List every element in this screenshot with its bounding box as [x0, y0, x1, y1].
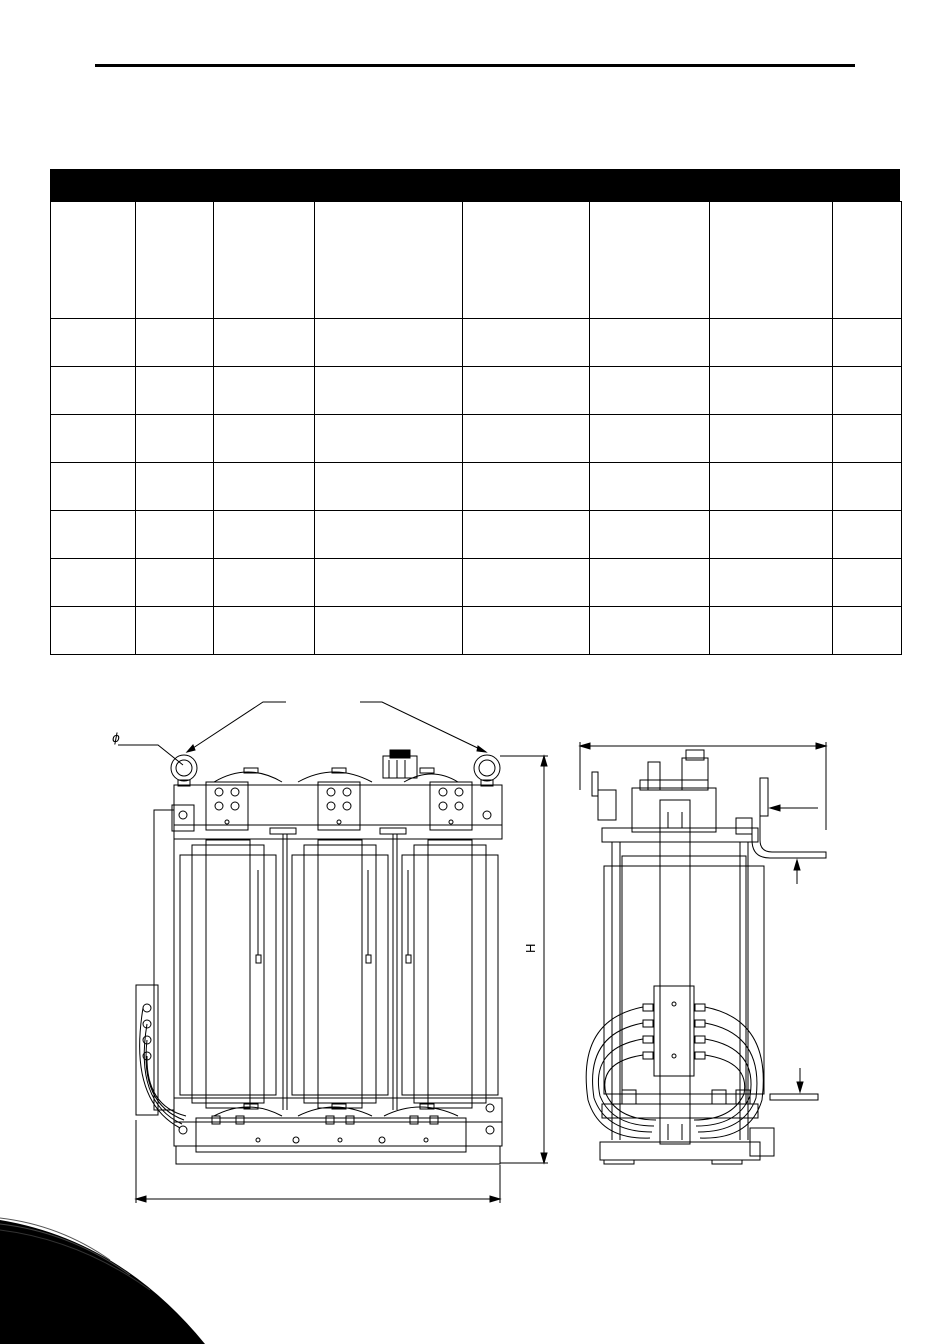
top-rule [95, 64, 855, 67]
table-cell [315, 367, 463, 415]
table-cell [710, 511, 833, 559]
table-row [51, 319, 902, 367]
table-cell [214, 463, 315, 511]
table-cell [214, 202, 315, 319]
table-row [51, 511, 902, 559]
table-cell [214, 511, 315, 559]
table-cell [590, 367, 710, 415]
table-cell [136, 463, 214, 511]
table-cell [710, 415, 833, 463]
table-header-row [51, 202, 902, 319]
table-cell [590, 511, 710, 559]
table-cell [710, 559, 833, 607]
table-cell [214, 415, 315, 463]
specification-table [50, 201, 902, 655]
table-cell [315, 511, 463, 559]
table-cell [463, 319, 590, 367]
table-cell [136, 607, 214, 655]
table-cell [590, 607, 710, 655]
table-cell [214, 319, 315, 367]
table-cell [833, 559, 902, 607]
table-cell [315, 415, 463, 463]
table-cell [51, 319, 136, 367]
side-view [580, 742, 826, 1164]
table-cell [136, 202, 214, 319]
table-cell [51, 559, 136, 607]
table-cell [590, 202, 710, 319]
table-row [51, 607, 902, 655]
table-cell [833, 415, 902, 463]
table-cell [463, 463, 590, 511]
table-cell [136, 415, 214, 463]
table-cell [214, 607, 315, 655]
table-cell [833, 511, 902, 559]
table-row [51, 415, 902, 463]
table-cell [315, 559, 463, 607]
table-cell [315, 319, 463, 367]
footer-swoosh-graphic [0, 1200, 220, 1344]
table-cell [710, 607, 833, 655]
table-cell [51, 511, 136, 559]
table-cell [136, 319, 214, 367]
height-dimension-label: H [523, 943, 538, 953]
table-cell [315, 202, 463, 319]
table-row [51, 559, 902, 607]
table-cell [833, 319, 902, 367]
table-cell [710, 463, 833, 511]
table-cell [463, 367, 590, 415]
table-cell [463, 607, 590, 655]
table-cell [214, 367, 315, 415]
table-cell [214, 559, 315, 607]
table-cell [315, 607, 463, 655]
table-cell [51, 202, 136, 319]
table-cell [710, 367, 833, 415]
diameter-label: ϕ [112, 731, 120, 745]
table-cell [833, 367, 902, 415]
table-cell [51, 367, 136, 415]
table-cell [51, 415, 136, 463]
table-cell [590, 463, 710, 511]
table-cell [590, 559, 710, 607]
table-cell [590, 415, 710, 463]
table-cell [463, 415, 590, 463]
table-cell [710, 319, 833, 367]
table-cell [833, 202, 902, 319]
table-cell [710, 202, 833, 319]
transformer-dimension-drawing [0, 690, 950, 1210]
table-cell [136, 511, 214, 559]
table-cell [51, 607, 136, 655]
front-view [136, 750, 548, 1203]
table-cell [833, 463, 902, 511]
table-row [51, 367, 902, 415]
coils-front [180, 840, 498, 1108]
table-cell [136, 559, 214, 607]
table-cell [51, 463, 136, 511]
table-cell [136, 367, 214, 415]
terminal-bars-top [206, 782, 472, 830]
table-cell [833, 607, 902, 655]
table-cell [463, 559, 590, 607]
table-cell [315, 463, 463, 511]
lifting-eye-leaders [118, 702, 486, 765]
table-title-bar [50, 169, 900, 201]
table-cell [463, 202, 590, 319]
table-cell [463, 511, 590, 559]
table-cell [590, 319, 710, 367]
table-row [51, 463, 902, 511]
